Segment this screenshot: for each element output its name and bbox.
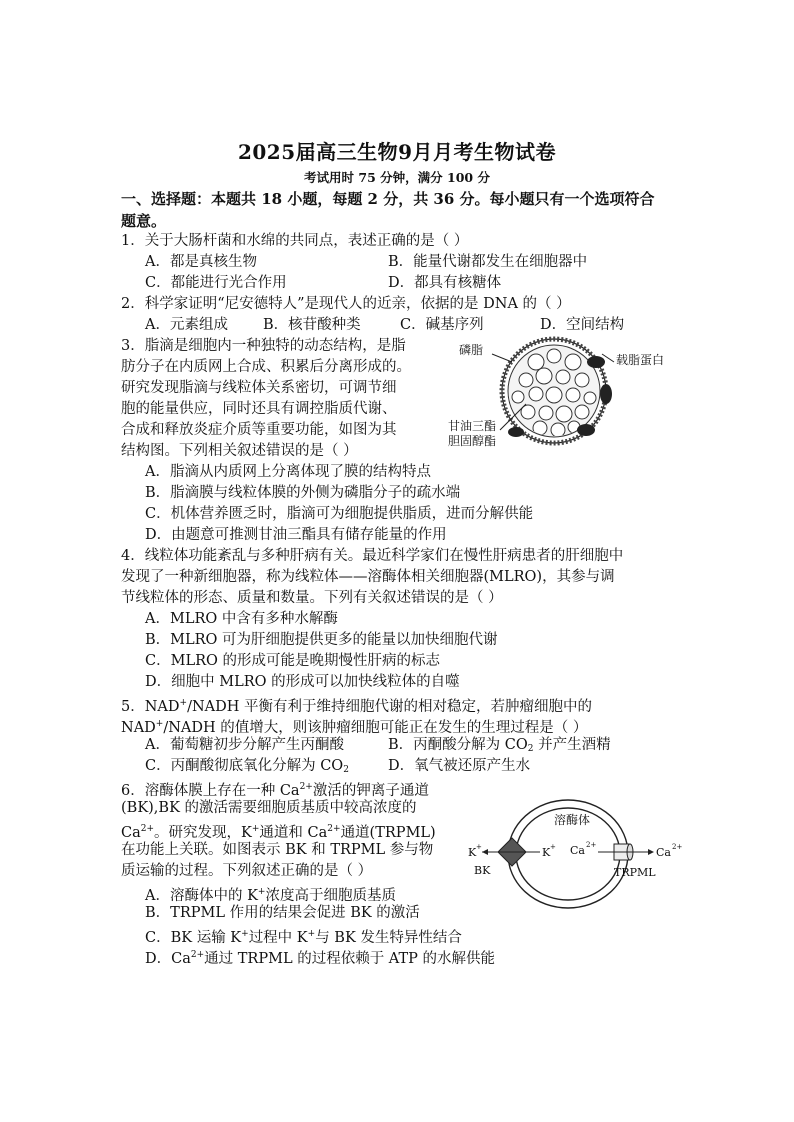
q5-option-a: A．葡萄糖初步分解产生丙酮酸 <box>145 737 344 753</box>
q6-text: 6．溶酶体膜上存在一种 Ca <box>121 783 300 799</box>
q4-stem-line: 节线粒体的形态、质量和数量。下列有关叙述错误的是（ ） <box>121 590 503 606</box>
q2-option-d: D．空间结构 <box>540 317 625 333</box>
q5-sup: + <box>179 698 188 708</box>
label-k-cytosol: K <box>468 846 477 859</box>
label-triglyceride: 甘油三酯 <box>448 419 497 433</box>
lysosome-diagram <box>464 796 686 916</box>
q3-stem-line: 胞的能量供应，同时还具有调控脂质代谢、 <box>121 401 397 417</box>
q3-stem-line: 研究发现脂滴与线粒体关系密切，可调节细 <box>121 380 397 396</box>
q3-option-c: C．机体营养匮乏时，脂滴可为细胞提供脂质，进而分解供能 <box>145 506 534 522</box>
q5-text: 5．NAD <box>121 699 180 715</box>
label-ca-cytosol: Ca <box>656 846 671 859</box>
q1-option-a: A．都是真核生物 <box>145 254 257 270</box>
q5-sub: 2 <box>343 765 349 775</box>
q5-text: /NADH 平衡有利于维持细胞代谢的相对稳定，若肿瘤细胞中的 <box>187 699 592 715</box>
q5-text: NAD <box>121 720 156 736</box>
q1-option-d: D．都具有核糖体 <box>388 275 502 291</box>
label-k-lumen: K <box>542 846 551 859</box>
q6-sup: + <box>241 929 249 939</box>
q6-option-b: B．TRPML 作用的结果会促进 BK 的激活 <box>145 905 420 921</box>
q6-text: 与 BK 发生特异性结合 <box>315 930 462 946</box>
q6-sup: 2+ <box>299 782 313 792</box>
leader-line <box>492 354 512 362</box>
q6-sup: 2+ <box>327 824 341 834</box>
apolipoprotein <box>508 427 524 437</box>
q3-option-a: A．脂滴从内质网上分离体现了膜的结构特点 <box>145 464 431 480</box>
q5-text: B．丙酮酸分解为 CO <box>388 737 528 753</box>
label-apolipoprotein: 载脂蛋白 <box>616 353 665 367</box>
q6-text: 通道(TRPML) <box>340 825 436 841</box>
label-cholesterol-ester: 胆固醇酯 <box>448 434 497 448</box>
q5-text: 并产生酒精 <box>533 737 611 753</box>
q6-sup: + <box>307 929 316 939</box>
q6-sup: 2+ <box>190 950 205 960</box>
q3-stem-line: 肪分子在内质网上合成、积累后分离形成的。 <box>121 359 411 375</box>
q6-text: 浓度高于细胞质基质 <box>265 888 396 904</box>
q2-option-a: A．元素组成 <box>145 317 228 333</box>
q1-option-c: C．都能进行光合作用 <box>145 275 287 291</box>
q3-stem-line: 3．脂滴是细胞内一种独特的动态结构，是脂 <box>121 338 406 354</box>
q2-option-c: C．碱基序列 <box>400 317 484 333</box>
section-heading-line2: 题意。 <box>121 212 167 230</box>
label-phospholipid: 磷脂 <box>459 343 484 357</box>
q6-option-d <box>145 945 495 969</box>
label-ca-lumen-sup: 2+ <box>586 841 597 849</box>
q4-option-d: D．细胞中 MLRO 的形成可以加快线粒体的自噬 <box>145 674 460 690</box>
q4-stem-line: 发现了一种新细胞器，称为线粒体——溶酶体相关细胞器(MLRO)，其参与调 <box>121 569 615 585</box>
apolipoprotein <box>587 356 605 368</box>
label-bk: BK <box>474 864 491 877</box>
q6-text: 。研究发现，K <box>154 825 252 841</box>
q6-text: D．Ca <box>145 951 191 967</box>
q6-stem-line: 在功能上关联。如图表示 BK 和 TRPML 参与物 <box>121 842 434 858</box>
q6-text: A．溶酶体中的 K <box>145 888 258 904</box>
apolipoprotein <box>600 384 612 404</box>
q5-text: /NADH 的值增大，则该肿瘤细胞可能正在发生的生理过程是（ ） <box>163 720 588 736</box>
q3-stem-line: 合成和释放炎症介质等重要功能，如图为其 <box>121 422 397 438</box>
q4-stem-line: 4．线粒体功能紊乱与多种肝病有关。最近科学家们在慢性肝病患者的肝细胞中 <box>121 548 624 564</box>
label-lysosome: 溶酶体 <box>554 813 591 827</box>
label-ca-lumen: Ca <box>570 844 585 857</box>
q4-option-b: B．MLRO 可为肝细胞提供更多的能量以加快细胞代谢 <box>145 632 498 648</box>
q6-text: Ca <box>121 825 141 841</box>
q4-option-a: A．MLRO 中含有多种水解酶 <box>145 611 338 627</box>
q6-sup: + <box>251 824 260 834</box>
label-ca-cytosol-sup: 2+ <box>672 843 683 851</box>
q2-option-b: B．核苷酸种类 <box>263 317 361 333</box>
q3-option-d: D．由题意可推测甘油三酯具有储存能量的作用 <box>145 527 447 543</box>
q6-text: C．BK 运输 K <box>145 930 242 946</box>
q6-stem-line: (BK),BK 的激活需要细胞质基质中较高浓度的 <box>121 800 417 816</box>
q5-option-d: D．氧气被还原产生水 <box>388 758 531 774</box>
exam-info: 考试用时 75 分钟，满分 100 分 <box>304 170 490 185</box>
q1-option-b: B．能量代谢都发生在细胞器中 <box>388 254 588 270</box>
arrow-head <box>482 849 488 855</box>
arrow-head <box>648 849 654 855</box>
q6-sup: 2+ <box>140 824 155 834</box>
q1-stem: 1．关于大肠杆菌和水绵的共同点，表述正确的是（ ） <box>121 233 469 249</box>
apolipoprotein <box>577 424 595 436</box>
q6-sup: + <box>257 887 266 897</box>
label-k-lumen-sup: + <box>550 843 556 851</box>
lipid-droplet-diagram <box>448 332 700 450</box>
label-k-cytosol-sup: + <box>476 843 482 851</box>
q6-stem-line: 质运输的过程。下列叙述正确的是（ ） <box>121 863 373 879</box>
q5-text: C．丙酮酸彻底氧化分解为 CO <box>145 758 344 774</box>
q3-option-b: B．脂滴膜与线粒体膜的外侧为磷脂分子的疏水端 <box>145 485 461 501</box>
q4-option-c: C．MLRO 的形成可能是晚期慢性肝病的标志 <box>145 653 440 669</box>
q5-sub: 2 <box>527 744 534 754</box>
q6-text: 激活的钾离子通道 <box>312 783 429 799</box>
page-title: 2025届高三生物9月月考生物试卷 <box>237 140 557 164</box>
q6-text: 通过 TRPML 的过程依赖于 ATP 的水解供能 <box>204 951 496 967</box>
label-trpml: TRPML <box>614 866 656 879</box>
q6-text: 通道和 Ca <box>259 825 328 841</box>
q2-stem: 2．科学家证明“尼安德特人”是现代人的近亲，依据的是 DNA 的（ ） <box>121 296 571 312</box>
q6-text: 过程中 K <box>248 930 308 946</box>
section-heading-line1: 一、选择题：本题共 18 小题，每题 2 分，共 36 分。每小题只有一个选项符合 <box>121 190 655 208</box>
q5-sup: + <box>155 719 164 729</box>
q3-stem-line: 结构图。下列相关叙述错误的是（ ） <box>121 443 358 459</box>
section-heading <box>121 188 681 232</box>
